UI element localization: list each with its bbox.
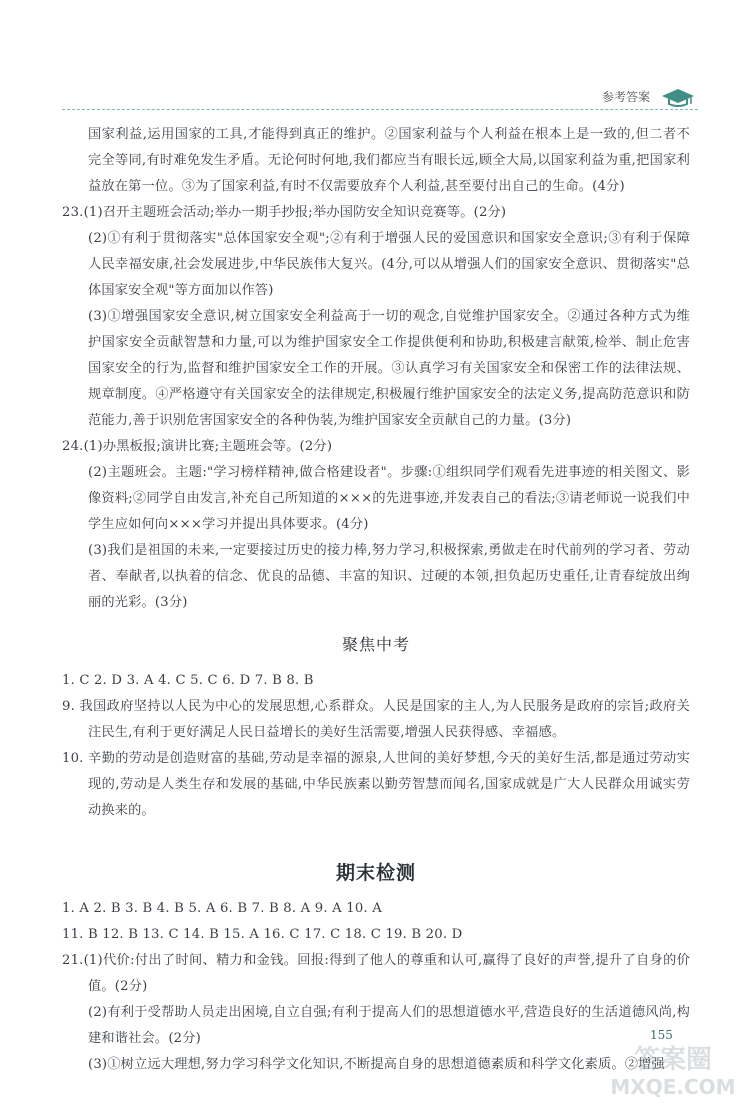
header-label: 参考答案 xyxy=(601,90,650,104)
question-23-part-1: 23.(1)召开主题班会活动;举办一期手抄报;举办国防安全知识竞赛等。(2分) xyxy=(62,205,507,220)
question-24-part-2: (2)主题班会。主题:"学习榜样精神,做合格建设者"。步骤:①组织同学们观看先进事迹的相关图文、影像资料;②同学自由发言,补充自己所知道的×××的先进事迹,并发表自己的看法;③请老师说一说我们中学生应如何向×××学习并提出具体要求。(4分) xyxy=(88,465,690,532)
top-section xyxy=(62,122,690,616)
focus-choice-answers: 1. C 2. D 3. A 4. C 5. C 6. D 7. B 8. B xyxy=(62,673,314,688)
header-rule xyxy=(62,109,698,110)
final-choice-answers-row-2: 11. B 12. B 13. C 14. B 15. A 16. C 17. C 18. C 19. B 20. D xyxy=(62,927,463,942)
continued-paragraph: 国家利益,运用国家的工具,才能得到真正的维护。②国家利益与个人利益在根本上是一致的,但二者不完全等同,有时难免发生矛盾。无论何时何地,我们都应当有眼长远,顾全大局,以国家利益为重,把国家利益放在第一位。③为了国家利益,有时不仅需要放弃个人利益,甚至要付出自己的生命。(4分) xyxy=(88,127,690,194)
question-23-part-3: (3)①增强国家安全意识,树立国家安全利益高于一切的观念,自觉维护国家安全。②通过各种方式为维护国家安全贡献智慧和力量,可以为维护国家安全工作提供便利和协助,积极建言献策,检举、制止危害国家安全的行为,监督和维护国家安全工作的开展。③认真学习有关国家安全和保密工作的法律法规、规章制度。④严格遵守有关国家安全的法律规定,积极履行维护国家安全的法定义务,提高防范意识和防范能力,善于识别危害国家安全的各种伪装,为维护国家安全贡献自己的力量。(3分) xyxy=(88,309,690,428)
watermark-line-1: 答案圈 xyxy=(633,1045,713,1075)
question-23-part-2: (2)①有利于贯彻落实"总体国家安全观";②有利于增强人民的爱国意识和国家安全意识;③有利于保障人民幸福安康,社会发展进步,中华民族伟大复兴。(4分,可以从增强人们的国家安全意识、贯彻落实"总体国家安全观"等方面加以作答) xyxy=(88,231,690,298)
final-choice-answers-row-1: 1. A 2. B 3. B 4. B 5. A 6. B 7. B 8. A 9. A 10. A xyxy=(62,901,382,916)
focus-section-title: 聚焦中考 xyxy=(341,635,410,654)
question-24-part-3: (3)我们是祖国的未来,一定要接过历史的接力棒,努力学习,积极探索,勇做走在时代前列的学习者、劳动者、奉献者,以执着的信念、优良的品德、丰富的知识、过硬的本领,担负起历史重任,让青春绽放出绚丽的光彩。(3分) xyxy=(88,543,690,610)
watermark-line-2: MXQE.COM xyxy=(610,1075,736,1099)
book-cap-icon xyxy=(660,86,696,108)
focus-question-10: 10. 辛勤的劳动是创造财富的基础,劳动是幸福的源泉,人世间的美好梦想,今天的美好生活,都是通过劳动实现的,劳动是人类生存和发展的基础,中华民族素以勤劳智慧而闻名,国家成就是广大人民群众用诚实劳动换来的。 xyxy=(62,751,690,818)
page-header xyxy=(62,86,698,110)
watermark-logo xyxy=(598,1038,748,1102)
page-number: 155 xyxy=(650,1028,673,1042)
final-section xyxy=(62,896,690,1078)
final-question-21-part-1: 21.(1)代价:付出了时间、精力和金钱。回报:得到了他人的尊重和认可,赢得了良好的声誉,提升了自身的价值。(2分) xyxy=(62,953,690,994)
focus-section xyxy=(62,668,690,824)
final-question-21-part-3: (3)①树立远大理想,努力学习科学文化知识,不断提高自身的思想道德素质和科学文化素质。②增强 xyxy=(88,1057,665,1072)
final-section-title: 期末检测 xyxy=(335,862,416,884)
focus-question-9: 9. 我国政府坚持以人民为中心的发展思想,心系群众。人民是国家的主人,为人民服务是政府的宗旨;政府关注民生,有利于更好满足人民日益增长的美好生活需要,增强人民获得感、幸福感。 xyxy=(62,699,690,740)
final-question-21-part-2: (2)有利于受帮助人员走出困境,自立自强;有利于提高人们的思想道德水平,营造良好的生活道德风尚,构建和谐社会。(2分) xyxy=(88,1005,690,1046)
answer-content xyxy=(62,122,690,1078)
question-24-part-1: 24.(1)办黑板报;演讲比赛;主题班会等。(2分) xyxy=(62,439,333,454)
